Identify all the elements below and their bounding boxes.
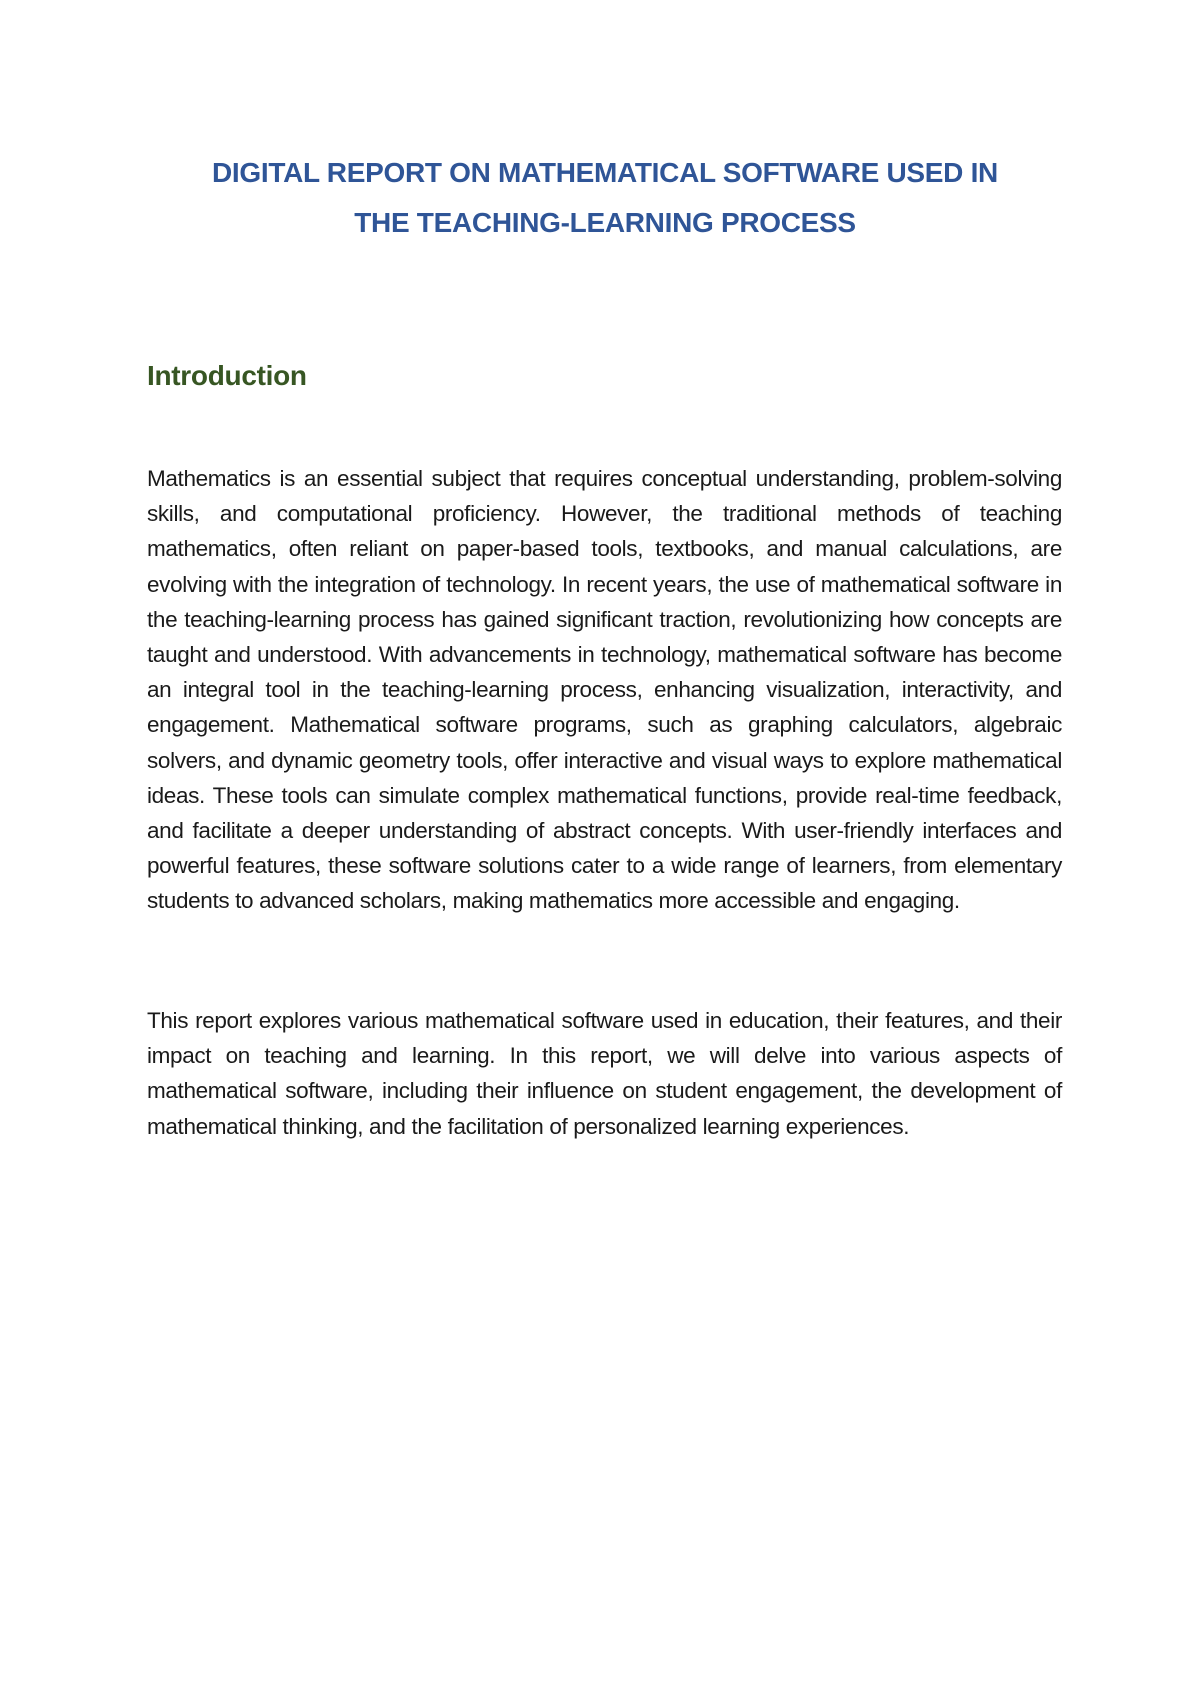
introduction-paragraph-2: This report explores various mathematical software used in education, their features, and their impact on teaching and learning. In this report, we will delve into various aspects of mathematical software, including their influence on student engagement, the development of mathematical thinking, and the facilitation of personalized learning experiences. [147,1008,1062,1139]
document-title-line-2: THE TEACHING-LEARNING PROCESS [354,207,856,238]
document-title-line-1: DIGITAL REPORT ON MATHEMATICAL SOFTWARE USED IN [212,157,998,188]
introduction-paragraph-1: Mathematics is an essential subject that requires conceptual understanding, problem-solving skills, and computational proficiency. However, the traditional methods of teaching mathematics, often reliant on paper-based tools, textbooks, and manual calculations, are evolving with the integration of technology. In recent years, the use of mathematical software in the teaching-learning process has gained significant traction, revolutionizing how concepts are taught and understood. With advancements in technology, mathematical software has become an integral tool in the teaching-learning process, enhancing visualization, interactivity, and engagement. Mathematical software programs, such as graphing calculators, algebraic solvers, and dynamic geometry tools, offer interactive and visual ways to explore mathematical ideas. These tools can simulate complex mathematical functions, provide real-time feedback, and facilitate a deeper understanding of abstract concepts. With user-friendly interfaces and powerful features, these software solutions cater to a wide range of learners, from elementary students to advanced scholars, making mathematics more accessible and engaging. [147,466,1062,914]
section-heading-introduction: Introduction [147,360,307,391]
document-title [147,148,1063,248]
